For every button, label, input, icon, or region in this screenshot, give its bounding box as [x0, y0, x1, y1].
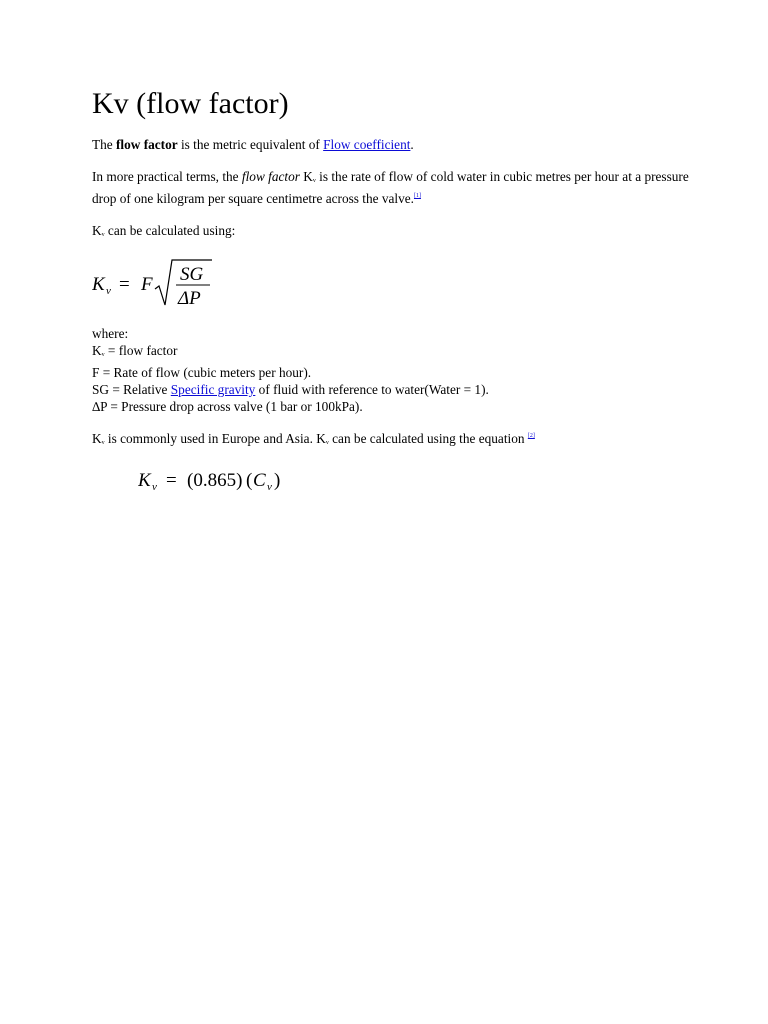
calc-intro-k: K: [92, 223, 102, 238]
flow-coefficient-link[interactable]: Flow coefficient: [323, 137, 411, 152]
calc-intro-text: can be calculated using:: [104, 223, 236, 238]
formula2-equals: =: [166, 470, 177, 491]
where-label: where:: [92, 326, 129, 341]
intro-post: .: [410, 137, 414, 152]
reference-1-link[interactable]: [1]: [413, 193, 421, 199]
practical-k-sub: v: [312, 178, 316, 184]
practical-pre: In more practical terms, the: [92, 169, 242, 184]
usage-k2-sub: v: [325, 440, 329, 446]
specific-gravity-link[interactable]: Specific gravity: [170, 382, 256, 397]
intro-pre: The: [92, 137, 116, 152]
formula1-lhs-sub: v: [106, 285, 111, 297]
formula1-numerator: SG: [180, 264, 204, 285]
formula1-lhs-main: K: [92, 274, 105, 295]
reference-2-link[interactable]: [2]: [527, 433, 535, 439]
usage-k1-sub: v: [101, 440, 105, 446]
formula2-lhs-main: K: [138, 470, 151, 491]
formula2-lhs-sub: v: [152, 481, 157, 493]
kv-cv-conversion-formula: [138, 467, 692, 495]
formula2-rhs-sub: v: [267, 481, 272, 493]
usage-k1: K: [92, 431, 102, 446]
definition-f: F = Rate of flow (cubic meters per hour).: [92, 365, 312, 380]
practical-post: is the rate of flow of cold water in cubic metres per hour at a pressure drop of one kilogram per square centimetre across the valve.: [92, 169, 689, 206]
definition-sg: [92, 381, 692, 398]
practical-k: K: [299, 169, 313, 184]
formula1-equals: =: [119, 274, 130, 295]
definition-sg-pre: SG = Relative: [92, 382, 171, 397]
kv-cv-formula-graphic: [138, 467, 298, 495]
definition-sg-post: of fluid with reference to water(Water = 1).: [255, 382, 489, 397]
page-title: Kv (flow factor): [92, 87, 289, 120]
kv-formula: [92, 259, 692, 313]
intro-bold-term: flow factor: [116, 137, 178, 152]
formula2-rhs-main: C: [253, 470, 266, 491]
intro-paragraph: [92, 136, 692, 153]
formula2-rhs-open: (: [246, 470, 253, 491]
definition-delta-p: ∆P = Pressure drop across valve (1 bar or 100kPa).: [92, 399, 363, 414]
formula2-rhs-close: ): [274, 470, 281, 491]
definition-kv-sub: v: [101, 352, 105, 358]
article: [92, 86, 692, 495]
formula2-coef: (0.865): [187, 470, 243, 491]
variable-definitions: [92, 325, 692, 415]
calc-intro-k-sub: v: [101, 232, 105, 238]
intro-mid: is the metric equivalent of: [177, 137, 324, 152]
definition-kv-k: K: [92, 343, 102, 358]
definition-kv: [92, 342, 692, 364]
definition-kv-text: = flow factor: [104, 343, 178, 358]
usage-mid: is commonly used in Europe and Asia. K: [104, 431, 326, 446]
formula1-denominator: ΔP: [178, 288, 201, 309]
usage-post: can be calculated using the equation: [328, 431, 528, 446]
kv-formula-graphic: [92, 259, 232, 313]
practical-paragraph: [92, 168, 692, 207]
formula1-f: F: [141, 274, 153, 295]
usage-paragraph: [92, 430, 692, 452]
calc-intro-paragraph: [92, 222, 692, 244]
practical-italic-term: flow factor: [241, 169, 300, 184]
